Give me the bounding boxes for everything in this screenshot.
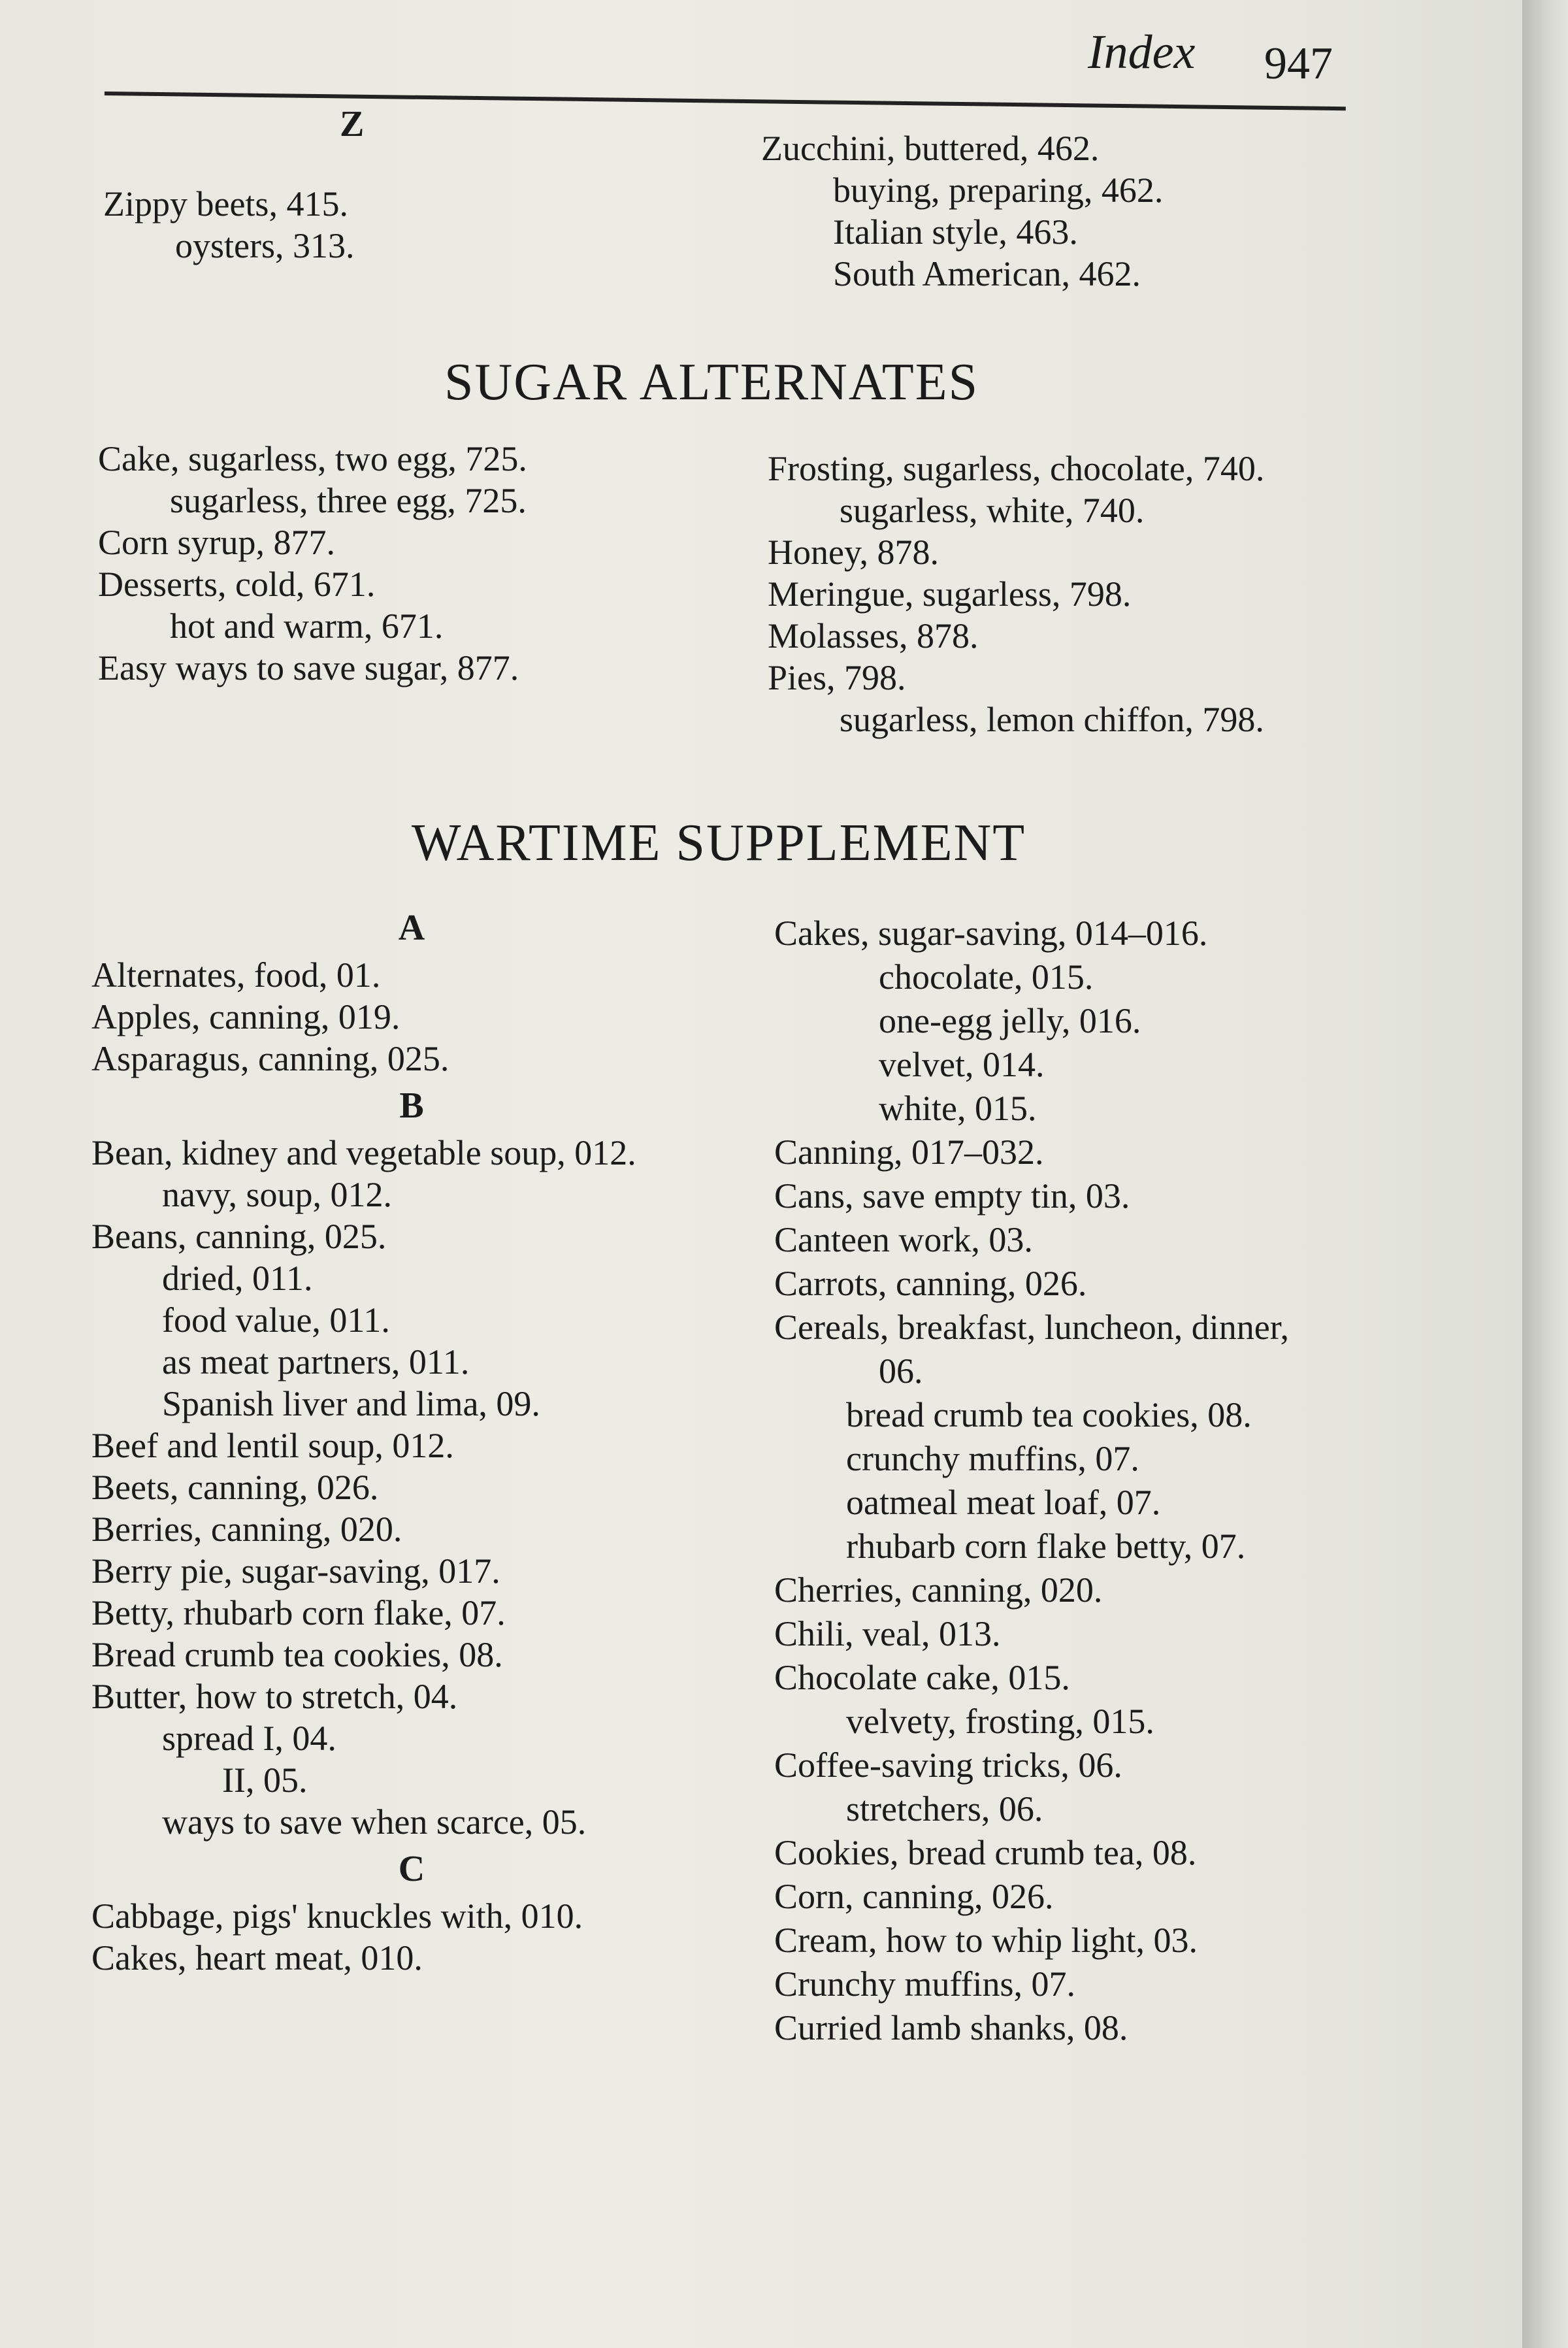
index-entry: Beans, canning, 025.	[91, 1217, 387, 1256]
index-entry: Corn, canning, 026.	[774, 1877, 1054, 1916]
index-entry: Zippy beets, 415.	[103, 184, 348, 223]
index-subentry: stretchers, 06.	[846, 1789, 1043, 1828]
index-entry: Easy ways to save sugar, 877.	[98, 648, 519, 687]
index-entry: Cakes, sugar-saving, 014–016.	[774, 914, 1208, 953]
index-entry: Cakes, heart meat, 010.	[91, 1938, 423, 1977]
index-subentry: bread crumb tea cookies, 08.	[846, 1395, 1252, 1434]
index-entry: Beets, canning, 026.	[91, 1468, 379, 1507]
page-number: 947	[1264, 39, 1333, 89]
z-letter-block	[340, 98, 470, 150]
index-subentry: rhubarb corn flake betty, 07.	[846, 1527, 1246, 1566]
sugar-right-column	[768, 448, 1264, 740]
index-entry: Cereals, breakfast, luncheon, dinner,	[774, 1308, 1290, 1347]
sugar-left-column	[98, 438, 527, 689]
index-subentry: buying, preparing, 462.	[833, 171, 1164, 210]
index-subentry: crunchy muffins, 07.	[846, 1439, 1139, 1478]
index-entry: Crunchy muffins, 07.	[774, 1964, 1075, 2004]
index-entry: Carrots, canning, 026.	[774, 1264, 1087, 1303]
index-entry: Cabbage, pigs' knuckles with, 010.	[91, 1896, 583, 1936]
index-subentry: Italian style, 463.	[833, 212, 1078, 252]
index-entry: Berries, canning, 020.	[91, 1510, 402, 1549]
page-edge	[1522, 0, 1568, 2348]
index-subentry: dried, 011.	[162, 1259, 313, 1298]
index-entry: Molasses, 878.	[768, 616, 979, 655]
index-subentry: ways to save when scarce, 05.	[162, 1802, 587, 1842]
index-entry: Chocolate cake, 015.	[774, 1658, 1070, 1697]
index-subentry: sugarless, three egg, 725.	[170, 481, 527, 520]
index-entry: Bean, kidney and vegetable soup, 012.	[91, 1133, 636, 1172]
index-entry: Betty, rhubarb corn flake, 07.	[91, 1593, 506, 1632]
wartime-right-column	[774, 912, 1289, 2050]
index-entry: Honey, 878.	[768, 533, 939, 572]
letter-heading-c: C	[398, 1849, 425, 1889]
index-entry: Alternates, food, 01.	[91, 955, 381, 995]
index-entry: Chili, veal, 013.	[774, 1614, 1001, 1653]
index-entry: Corn syrup, 877.	[98, 523, 335, 562]
running-head: Index	[1088, 25, 1196, 79]
index-subentry: 06.	[879, 1351, 923, 1391]
index-subentry: Spanish liver and lima, 09.	[162, 1384, 540, 1423]
index-entry: Asparagus, canning, 025.	[91, 1039, 449, 1078]
index-entry: Cans, save empty tin, 03.	[774, 1176, 1130, 1215]
index-entry: Zucchini, buttered, 462.	[761, 129, 1100, 168]
index-subentry: food value, 011.	[162, 1300, 390, 1340]
index-entry: Meringue, sugarless, 798.	[768, 574, 1132, 614]
index-entry: Butter, how to stretch, 04.	[91, 1677, 458, 1716]
index-entry: Coffee-saving tricks, 06.	[774, 1745, 1122, 1785]
wartime-left-column	[91, 902, 745, 1979]
index-subentry: spread I, 04.	[162, 1719, 336, 1758]
index-entry: Bread crumb tea cookies, 08.	[91, 1635, 503, 1674]
z-right-column	[761, 127, 1163, 295]
index-entry: Curried lamb shanks, 08.	[774, 2008, 1128, 2047]
letter-heading-a: A	[398, 908, 425, 948]
index-entry: Pies, 798.	[768, 658, 906, 697]
index-subentry: velvet, 014.	[879, 1045, 1045, 1084]
index-subentry: South American, 462.	[833, 254, 1141, 293]
index-subentry: sugarless, white, 740.	[840, 491, 1145, 530]
index-subentry: II, 05.	[222, 1761, 308, 1800]
index-entry: Canning, 017–032.	[774, 1133, 1044, 1172]
index-entry: Cake, sugarless, two egg, 725.	[98, 439, 527, 478]
index-subentry: chocolate, 015.	[879, 957, 1094, 997]
letter-heading-b: B	[399, 1085, 424, 1126]
index-entry: Berry pie, sugar-saving, 017.	[91, 1551, 500, 1591]
section-title-sugar-alternates: SUGAR ALTERNATES	[444, 354, 979, 411]
header-rule	[105, 91, 1346, 110]
index-entry: Frosting, sugarless, chocolate, 740.	[768, 449, 1265, 488]
index-subentry: white, 015.	[879, 1089, 1037, 1128]
index-entry: Desserts, cold, 671.	[98, 565, 376, 604]
index-entry: Cream, how to whip light, 03.	[774, 1921, 1198, 1960]
letter-heading-z: Z	[340, 104, 365, 144]
index-subentry: sugarless, lemon chiffon, 798.	[840, 700, 1264, 739]
page-header	[105, 20, 1346, 111]
index-subentry: oysters, 313.	[175, 226, 355, 265]
index-subentry: hot and warm, 671.	[170, 606, 444, 646]
index-entry: Canteen work, 03.	[774, 1220, 1033, 1259]
index-entry: Apples, canning, 019.	[91, 997, 400, 1036]
index-entry: Cherries, canning, 020.	[774, 1570, 1103, 1610]
z-left-column	[103, 183, 354, 267]
section-title-wartime-supplement: WARTIME SUPPLEMENT	[412, 814, 1026, 872]
index-subentry: oatmeal meat loaf, 07.	[846, 1483, 1161, 1522]
index-subentry: one-egg jelly, 016.	[879, 1001, 1141, 1040]
index-subentry: velvety, frosting, 015.	[846, 1702, 1154, 1741]
index-entry: Cookies, bread crumb tea, 08.	[774, 1833, 1197, 1872]
index-subentry: as meat partners, 011.	[162, 1342, 470, 1381]
index-subentry: navy, soup, 012.	[162, 1175, 392, 1214]
index-entry: Beef and lentil soup, 012.	[91, 1426, 454, 1465]
